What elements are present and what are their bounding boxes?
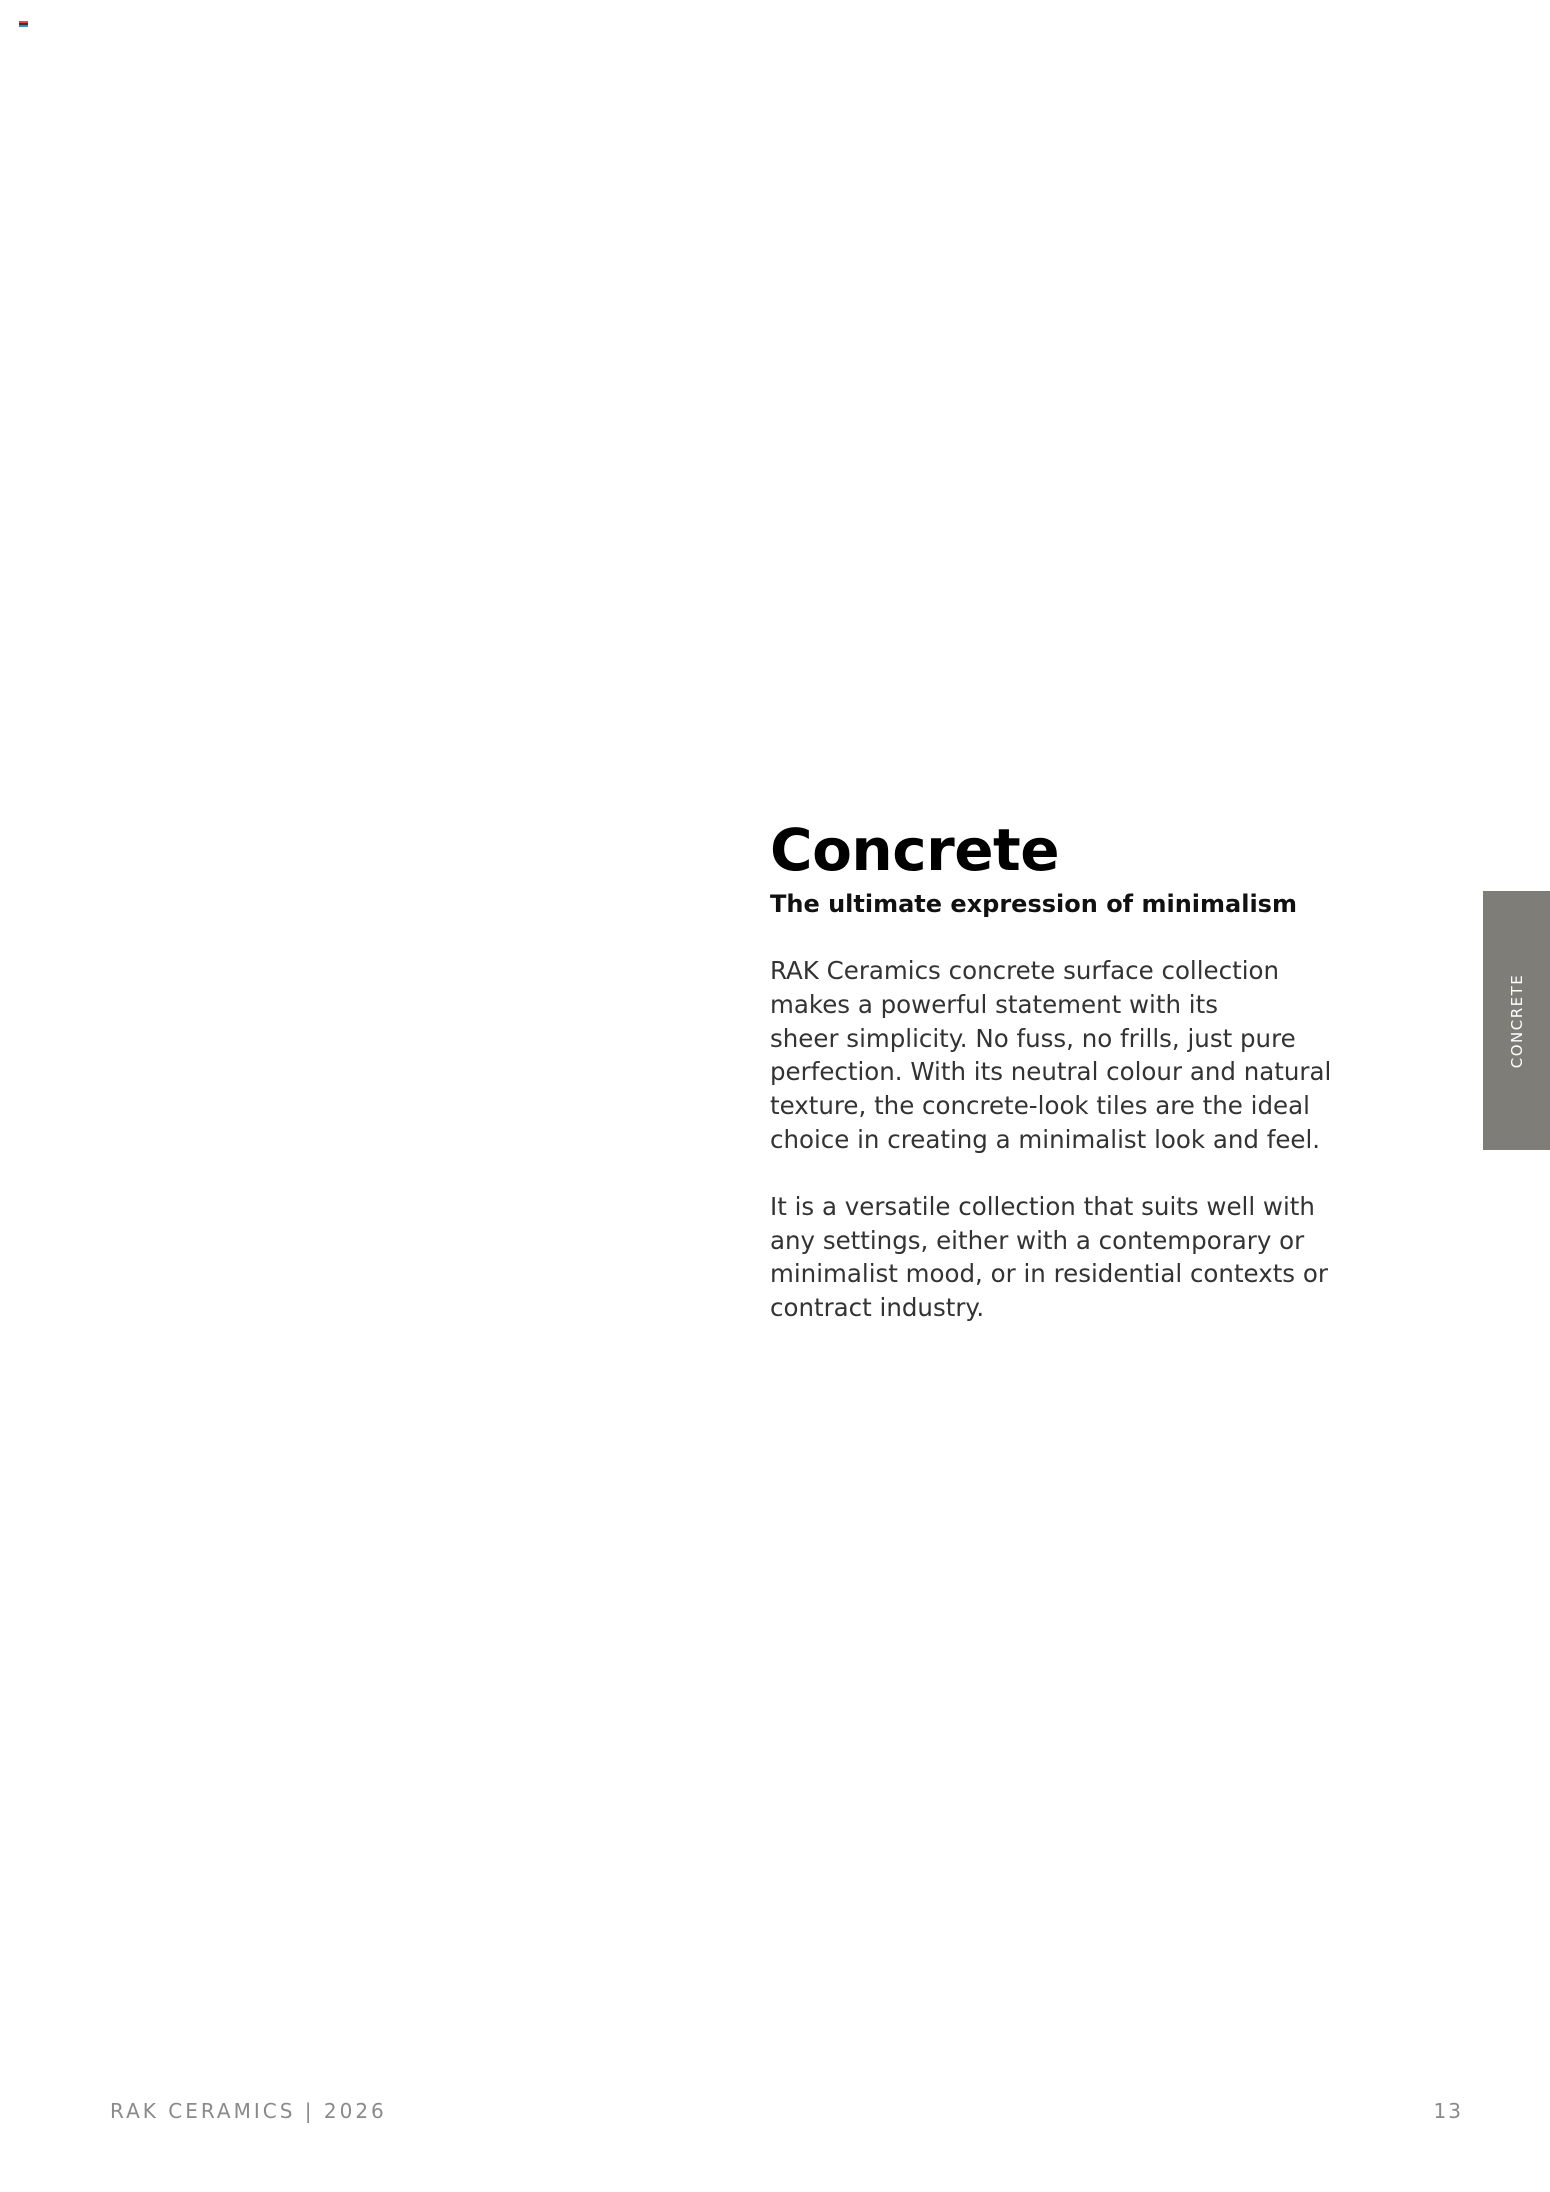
- page-number: 13: [1433, 2099, 1463, 2123]
- text-column: [770, 818, 1390, 1325]
- page-subtitle: The ultimate expression of minimalism: [770, 890, 1297, 918]
- body-paragraph-1: RAK Ceramics concrete surface collection makes a powerful statement with its sheer simplicity. No fuss, no frills, just pure perfection. With its neutral colour and natural texture, the concrete-look tiles are the ideal choice in creating a minimalist look and feel.: [770, 956, 1332, 1154]
- body-paragraph-2: It is a versatile collection that suits well with any settings, either with a contemporary or minimalist mood, or in residential contexts or contract industry.: [770, 1191, 1328, 1323]
- corner-mark-blue: [19, 25, 28, 27]
- corner-color-mark: [19, 21, 28, 27]
- side-tab-label: CONCRETE: [1507, 973, 1526, 1068]
- section-side-tab[interactable]: [1483, 891, 1550, 1150]
- page-title: Concrete: [770, 816, 1060, 884]
- footer-brand-year: RAK CERAMICS | 2026: [110, 2099, 387, 2123]
